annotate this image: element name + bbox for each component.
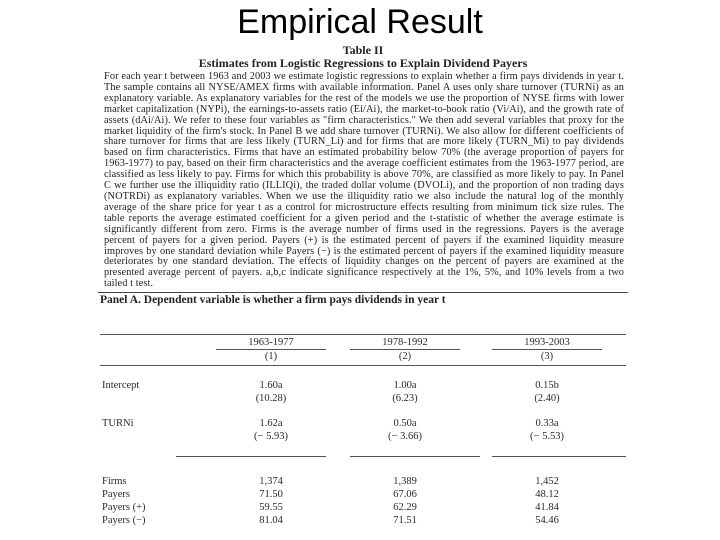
tstat-turn-1: (− 5.93) [254, 431, 288, 442]
panel-title: Panel A. Dependent variable is whether a firm pays dividends in year t [100, 294, 446, 307]
table-caption: For each year t between 1963 and 2003 we estimate logistic regressions to explain whether a firm pays dividends in year t. The sample contains all NYSE/AMEX firms with available information. Panel A uses only share turnover (TURNi) as an explanatory variable. As explanatory variables for the rest of the models we use the proportion of NYSE firms with lower market capitalization (NYPi), the earnings-to-assets ratio (Ei/Ai), the market-to-book ratio (Vi/Ai), and the growth rate of assets (dAi/Ai). We refer to these four variables as "firm characteristics." We then add several variables that proxy for the market liquidity of the firm's stock. In Panel B we add share turnover (TURNi). We also allow for different coefficients of share turnover for firms that are less likely (TURN_Li) and for firms that are more likely (TURN_Mi) to pay dividends based on firm characteristics. Firms that have an estimated probability below 70% (the average proportion of payers for 1963-1977) to pay, based on their firm characteristics and the average coefficient estimates from the 1963-1977 period, are classified as less likely to pay. Firms for which this probability is above 70%, are classified as more likely to pay. In Panel C we further use the illiquidity ratio (ILLIQi), the traded dollar volume (DVOLi), and the proportion of non trading days (NOTRDi) as explanatory variables. When we use the illiquidity ratio we also include the natural log of the monthly average of the share price for year t as a control for microstructure effects resulting from minimum tick size rules. The table reports the average estimated coefficient for a given period and the t-statistic of whether the average estimate is significantly different from zero. Firms is the average number of firms used in the regressions. Payers is the average percent of payers for a given period. Payers (+) is the estimated percent of payers if the examined liquidity measure improves by one standard deviation while Payers (−) is the estimated percent of payers if the examined liquidity measure deteriorates by one standard deviation. The effects of liquidity changes on the percent of payers are examined at the presented average percent of payers. a,b,c indicate significance respectively at the 1%, 5%, and 10% levels from a two tailed t test. [104, 71, 624, 290]
header-rule [100, 365, 626, 366]
caption-rule [98, 292, 628, 293]
tstat-intercept-2: (6.23) [392, 393, 418, 404]
table-top-rule [100, 334, 626, 335]
firms-1: 1,374 [259, 476, 283, 487]
scanned-table-image [98, 44, 628, 540]
summary-rule-1 [176, 456, 326, 457]
payers-1: 71.50 [259, 489, 283, 500]
summary-label-payers-minus: Payers (−) [102, 515, 146, 526]
period-header-2: 1978-1992 [382, 337, 428, 348]
firms-2: 1,389 [393, 476, 417, 487]
coef-turn-3: 0.33a [535, 418, 559, 429]
summary-label-payers-plus: Payers (+) [102, 502, 146, 513]
period-header-3: 1993-2003 [524, 337, 570, 348]
summary-rule-3 [492, 456, 626, 457]
firms-3: 1,452 [535, 476, 559, 487]
period-header-1: 1963-1977 [248, 337, 294, 348]
period-rule-3 [492, 349, 602, 350]
payers-minus-2: 71.51 [393, 515, 417, 526]
summary-label-firms: Firms [102, 476, 127, 487]
coef-turn-1: 1.62a [259, 418, 283, 429]
period-rule-1 [216, 349, 326, 350]
table-number: Table II [342, 43, 384, 57]
payers-minus-1: 81.04 [259, 515, 283, 526]
slide-title: Empirical Result [237, 3, 483, 41]
coef-turn-2: 0.50a [393, 418, 417, 429]
payers-plus-3: 41.84 [535, 502, 559, 513]
period-rule-2 [350, 349, 460, 350]
payers-2: 67.06 [393, 489, 417, 500]
row-label-intercept: Intercept [102, 380, 140, 391]
row-label-turn: TURNi [102, 418, 134, 429]
payers-minus-3: 54.46 [535, 515, 559, 526]
tstat-intercept-1: (10.28) [255, 393, 287, 404]
table-heading: Estimates from Logistic Regressions to Explain Dividend Payers [198, 56, 528, 70]
payers-plus-1: 59.55 [259, 502, 283, 513]
summary-label-payers: Payers [102, 489, 130, 500]
payers-3: 48.12 [535, 489, 559, 500]
column-number-2: (2) [398, 351, 412, 362]
coef-intercept-3: 0.15b [535, 380, 559, 391]
tstat-intercept-3: (2.40) [534, 393, 560, 404]
column-number-3: (3) [540, 351, 554, 362]
results-table [98, 334, 628, 540]
coef-intercept-1: 1.60a [259, 380, 283, 391]
tstat-turn-2: (− 3.66) [388, 431, 422, 442]
payers-plus-2: 62.29 [393, 502, 417, 513]
coef-intercept-2: 1.00a [393, 380, 417, 391]
column-number-1: (1) [264, 351, 278, 362]
tstat-turn-3: (− 5.53) [530, 431, 564, 442]
summary-rule-2 [350, 456, 480, 457]
